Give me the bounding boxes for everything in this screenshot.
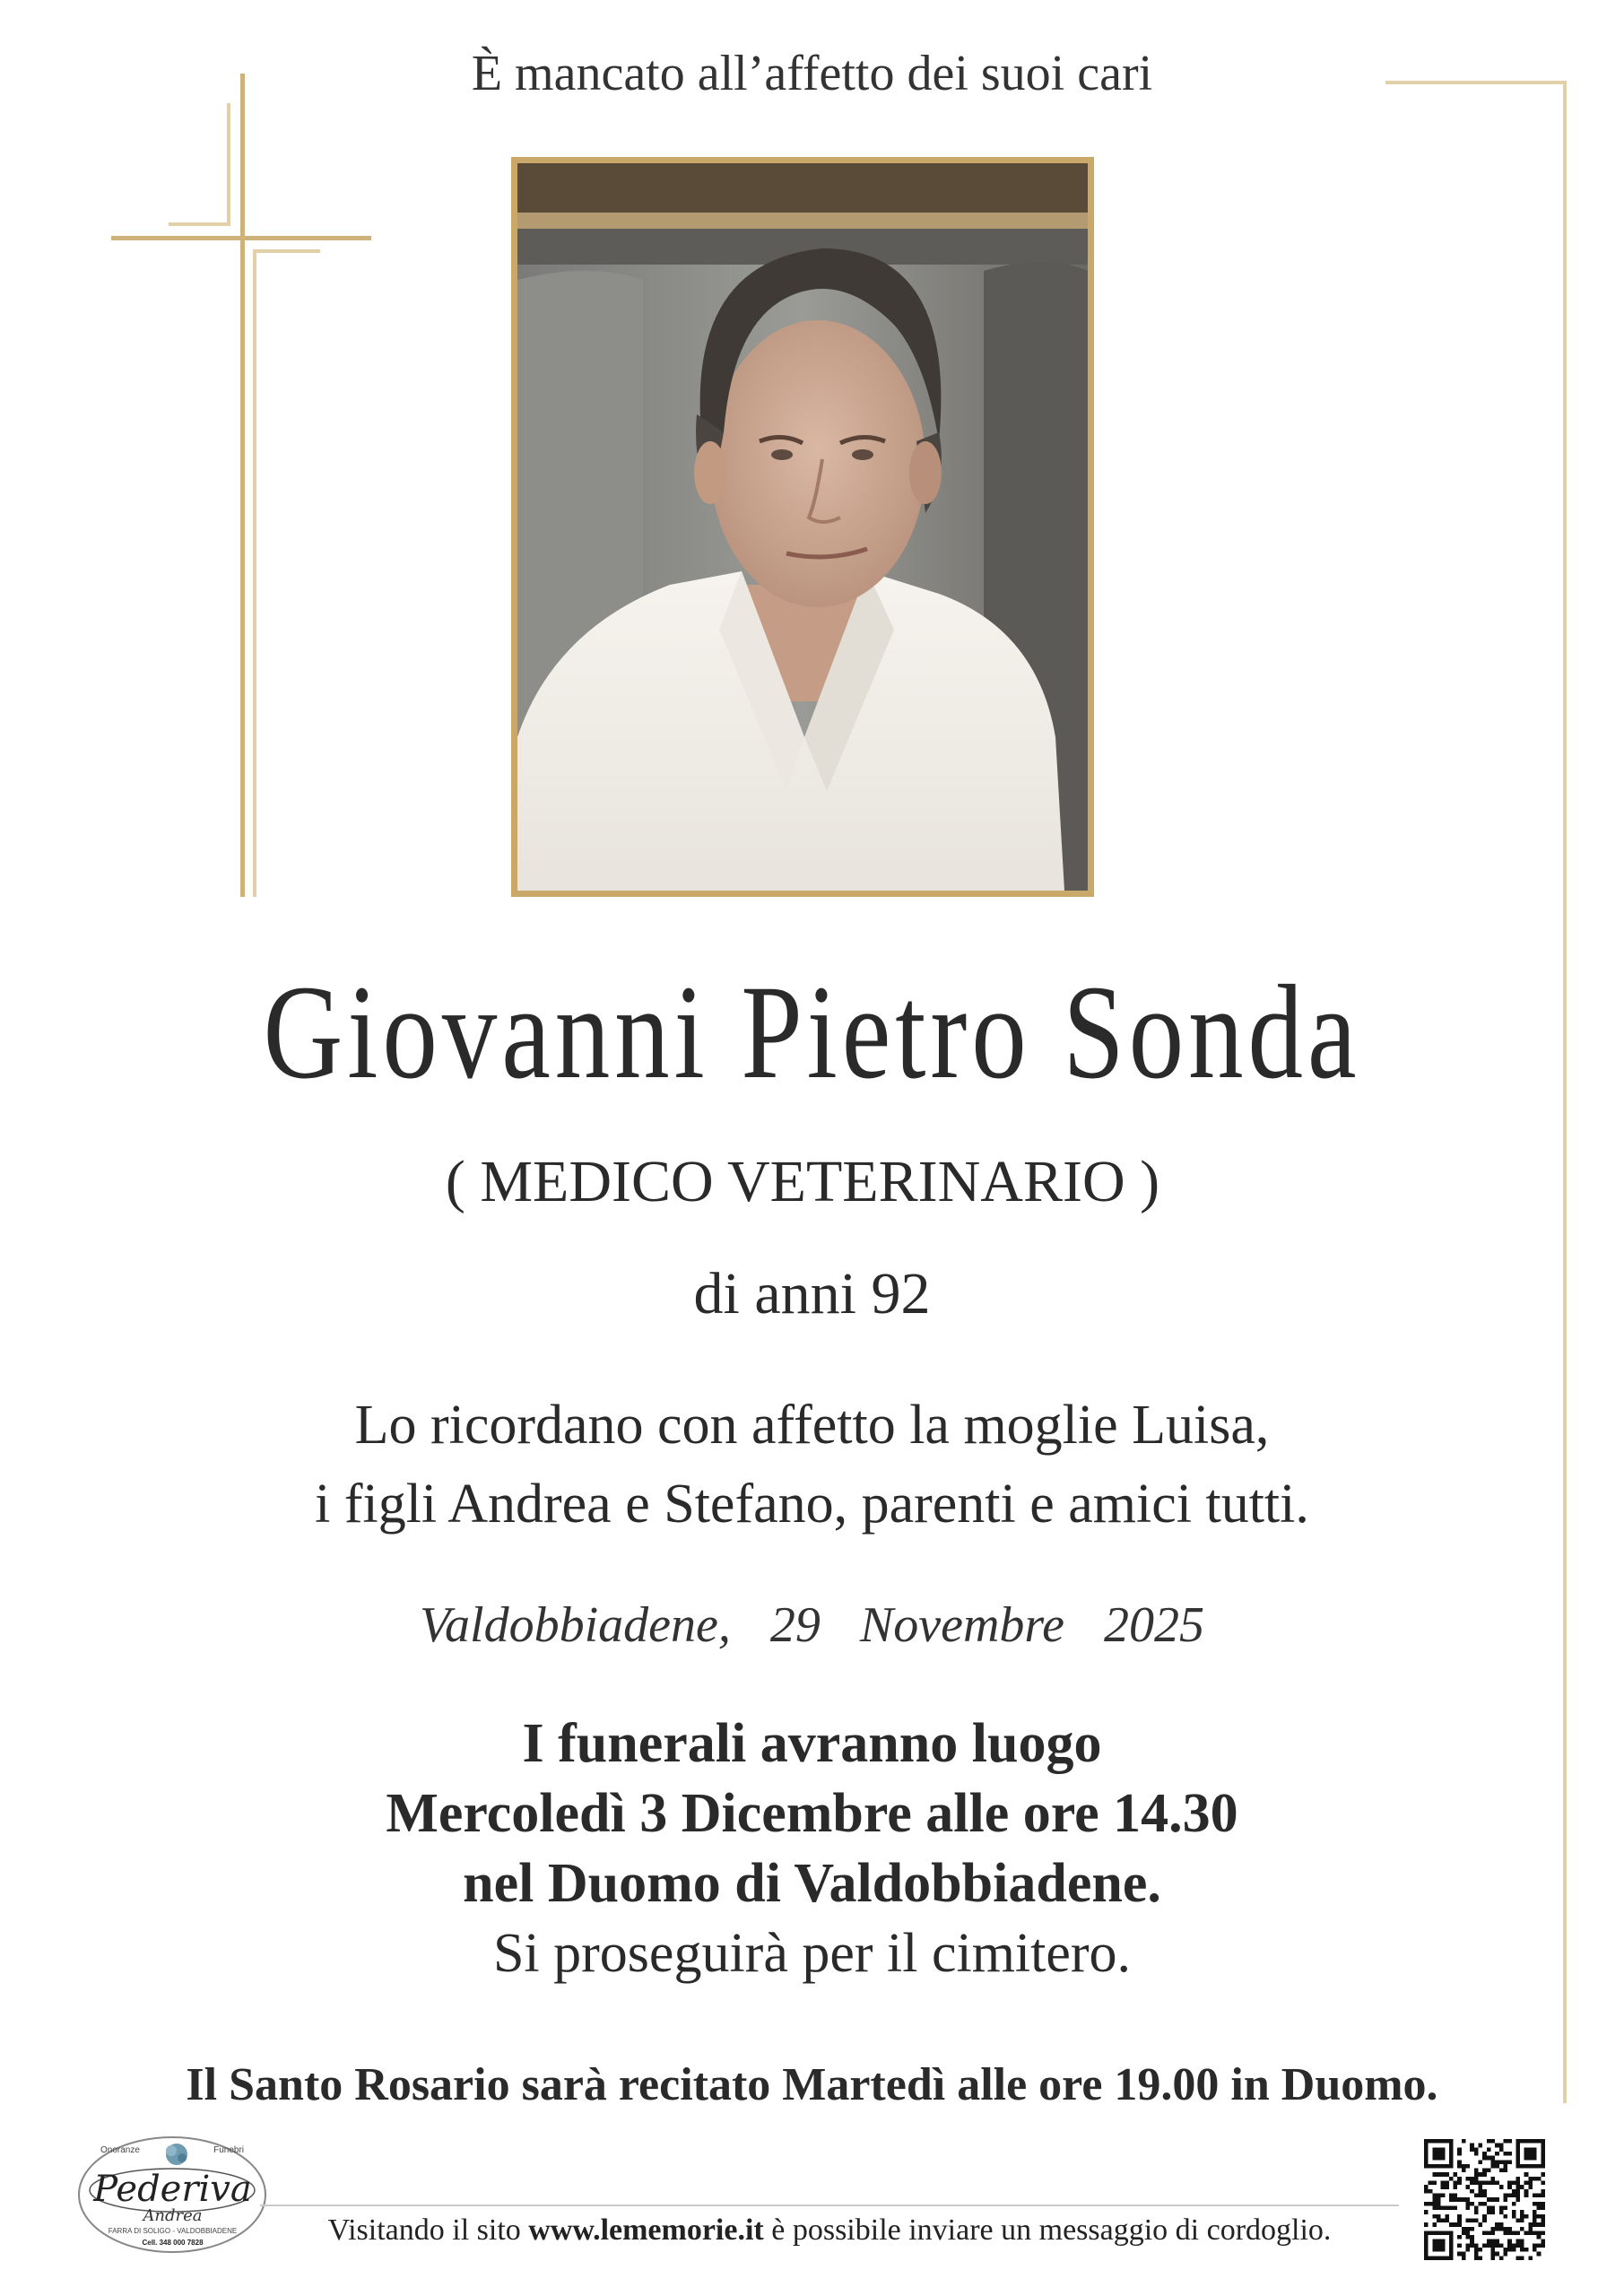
footer-suffix: è possibile inviare un messaggio di cordoglio.: [763, 2213, 1332, 2247]
logo-top-right: Funebri: [213, 2145, 244, 2155]
tribute-line-2: i figli Andrea e Stefano, parenti e amici tutti.: [315, 1474, 1309, 1535]
footer-divider: [260, 2205, 1399, 2206]
cross-shadow-horizontal: [253, 249, 320, 253]
deceased-photo: [511, 157, 1094, 897]
profession: ( MEDICO VETERINARIO ): [445, 1149, 1160, 1214]
footer-text: [260, 2213, 1399, 2248]
age: di anni 92: [693, 1261, 931, 1326]
place-date: Valdobbiadene, 29 Novembre 2025: [420, 1597, 1204, 1653]
cross-shadow-upper-vertical: [227, 103, 230, 226]
funeral-line-3: nel Duomo di Valdobbiadene.: [463, 1853, 1161, 1914]
footer-site-link[interactable]: www.lememorie.it: [528, 2213, 764, 2247]
tribute-line-1: Lo ricordano con affetto la moglie Luisa,: [354, 1395, 1270, 1456]
deceased-name: Giovanni Pietro Sonda: [263, 958, 1361, 1107]
funeral-line-1: I funerali avranno luogo: [522, 1713, 1102, 1774]
funeral-line-4: Si proseguirà per il cimitero.: [492, 1923, 1132, 1984]
funeral-info: [0, 1709, 1624, 1988]
rosary-info: Il Santo Rosario sarà recitato Martedì alle ore 19.00 in Duomo.: [186, 2059, 1438, 2110]
footer-prefix: Visitando il sito: [327, 2213, 529, 2247]
intro-text: È mancato all’affetto dei suoi cari: [471, 46, 1153, 101]
cross-shadow-left: [169, 222, 227, 226]
tribute-text: [0, 1386, 1624, 1544]
logo-name: Pederiva: [93, 2169, 252, 2210]
qr-code[interactable]: [1424, 2139, 1545, 2260]
cross-horizontal-line: [111, 236, 371, 240]
logo-top-left: Onoranze: [100, 2145, 140, 2155]
logo-sub: Andrea: [143, 2206, 203, 2225]
cross-shadow-vertical: [253, 249, 256, 897]
logo-phone: Cell. 348 000 7828: [142, 2239, 204, 2247]
cross-vertical-line: [240, 74, 245, 897]
funeral-line-2: Mercoledì 3 Dicembre alle ore 14.30: [386, 1783, 1238, 1844]
logo-address: FARRA DI SOLIGO - VALDOBBIADENE: [108, 2227, 238, 2235]
